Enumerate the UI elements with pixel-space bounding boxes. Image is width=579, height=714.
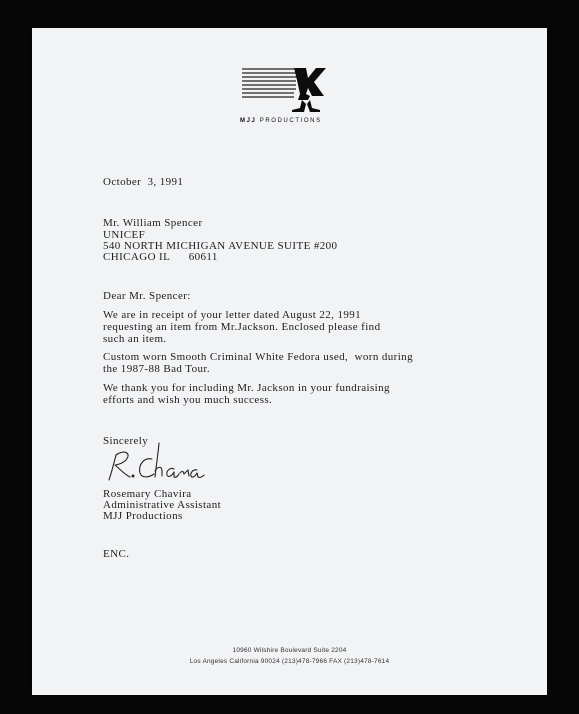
recipient-city: CHICAGO IL 60611	[103, 251, 218, 263]
salutation: Dear Mr. Spencer:	[103, 290, 191, 302]
enclosure-note: ENC.	[103, 548, 130, 560]
letterhead-wordmark: MJJ PRODUCTIONS	[240, 118, 322, 124]
letter-date: October 3, 1991	[103, 176, 184, 188]
footer-contact: Los Angeles California 90024 (213)478-7966 FAX (213)478-7614	[189, 658, 390, 665]
signer-name: Rosemary Chavira	[103, 488, 192, 500]
paragraph: Custom worn Smooth Criminal White Fedora used, worn during the 1987-88 Bad Tour.	[103, 351, 413, 375]
mjj-logo-icon	[240, 66, 334, 114]
letter-page	[32, 28, 547, 695]
closing: Sincerely	[103, 435, 149, 447]
recipient-organization: UNICEF	[103, 229, 146, 241]
paragraph: We are in receipt of your letter dated August 22, 1991 requesting an item from Mr.Jackson. Enclosed please find such an item.	[103, 309, 381, 345]
recipient-name: Mr. William Spencer	[103, 217, 203, 229]
signer-company: MJJ Productions	[103, 510, 183, 522]
signer-title: Administrative Assistant	[103, 499, 222, 511]
recipient-street: 540 NORTH MICHIGAN AVENUE SUITE #200	[103, 240, 338, 252]
footer-address: 10960 Wilshire Boulevard Suite 2204	[232, 647, 347, 654]
paragraph: We thank you for including Mr. Jackson in your fundraising efforts and wish you much success.	[103, 382, 390, 406]
signature-icon	[104, 441, 214, 483]
